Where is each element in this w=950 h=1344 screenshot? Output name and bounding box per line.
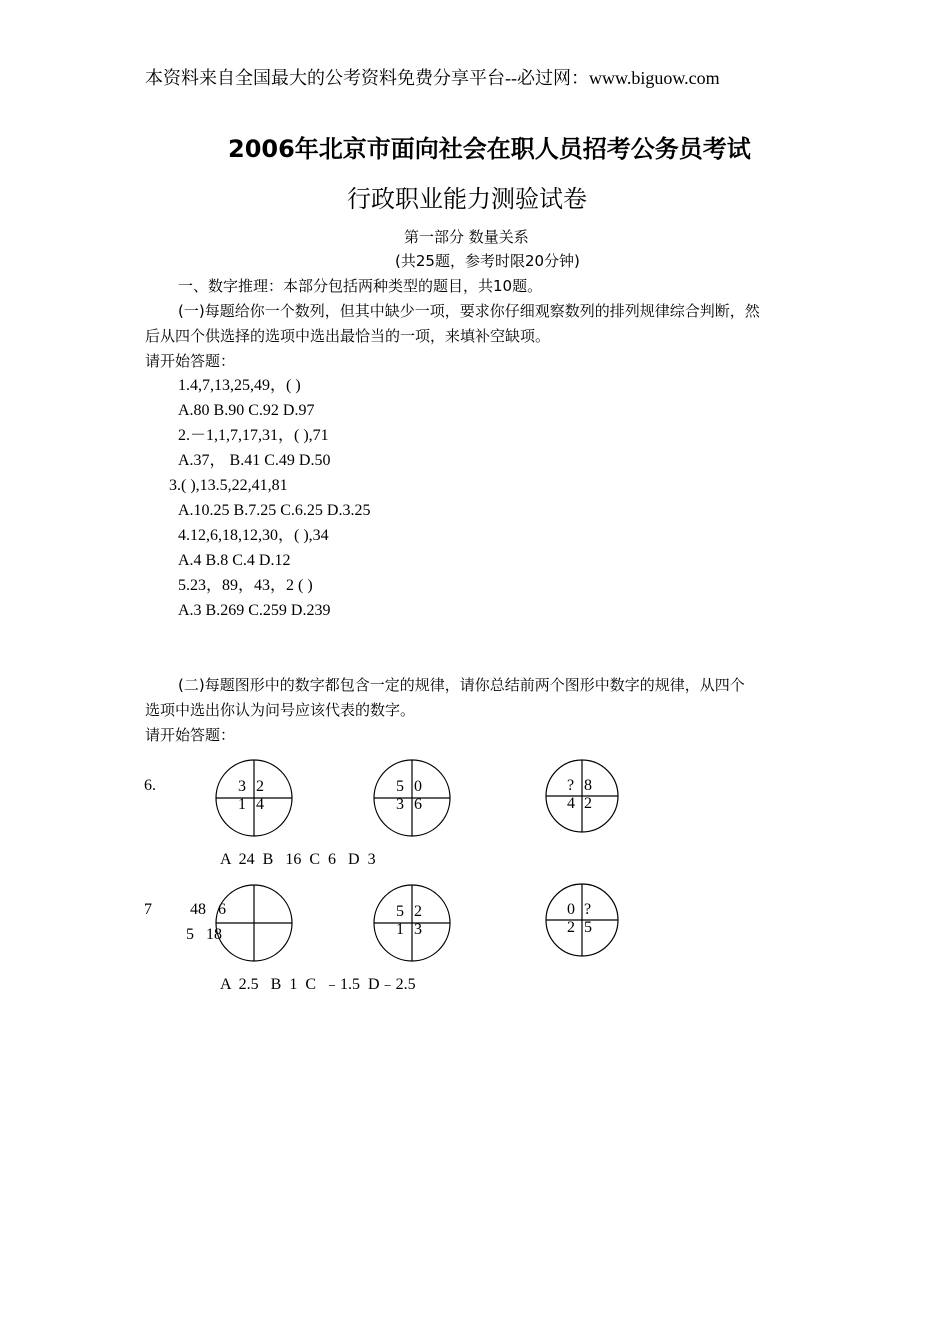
part1-instruction-line2: 后从四个供选择的选项中选出最恰当的一项，来填补空缺项。 [145,327,551,345]
section-note: (共25题，参考时限20分钟) [395,252,580,270]
cell-top-left: 0 [567,901,575,918]
question-3-options: A.10.25 B.7.25 C.6.25 D.3.25 [178,502,371,519]
cell-bottom-right: 2 [584,795,592,812]
cell-bottom-right: 6 [414,796,422,813]
cell-bottom-right: 5 [584,919,592,936]
question-6-options: A 24 B 16 C 6 D 3 [220,851,376,868]
cell-top-left: ? [567,777,575,794]
cell-bottom-right: 4 [256,796,264,813]
question-7-options: A 2.5 B 1 C ﹣1.5 D﹣2.5 [220,976,416,993]
start-label: 请开始答题： [145,352,236,370]
q7-circle-2 [372,883,452,963]
question-5: 5.23，89，43，2 ( ) [178,577,313,594]
section-title: 第一部分 数量关系 [404,228,529,246]
cell-bottom-left: 3 [396,796,404,813]
quadrant-circle-icon [214,758,294,838]
part2-instruction-line2: 选项中选出你认为问号应该代表的数字。 [145,701,416,719]
question-2-options: A.37， B.41 C.49 D.50 [178,452,331,469]
question-6-label: 6. [144,777,156,794]
cell-top-left: 5 [396,903,404,920]
quadrant-circle-icon [545,883,620,958]
question-4: 4.12,6,18,12,30，( ),34 [178,527,329,544]
q7-circle-1 [214,883,294,963]
part2-instruction-line1: (二)每题图形中的数字都包含一定的规律，请你总结前两个图形中数字的规律，从四个 [178,676,745,694]
question-1-options: A.80 B.90 C.92 D.97 [178,402,315,419]
question-5-options: A.3 B.269 C.259 D.239 [178,602,331,619]
q7-outside-bottom: 5 18 [186,926,222,943]
question-2: 2.－1,1,7,17,31，( ),71 [178,427,329,444]
q6-circle-3 [545,759,620,834]
question-4-options: A.4 B.8 C.4 D.12 [178,552,291,569]
quadrant-circle-icon [372,758,452,838]
cell-bottom-left: 1 [238,796,246,813]
cell-top-left: 3 [238,778,246,795]
question-7-label: 7 [144,901,152,918]
cell-top-right: 0 [414,778,422,795]
q6-circle-1 [214,758,294,838]
cell-bottom-left: 4 [567,795,575,812]
source-header: 本资料来自全国最大的公考资料免费分享平台--必过网：www.biguow.com [145,68,720,88]
cell-bottom-left: 1 [396,921,404,938]
question-3: 3.( ),13.5,22,41,81 [169,477,288,494]
q6-circle-2 [372,758,452,838]
exam-subtitle: 行政职业能力测验试卷 [347,185,587,213]
q7-circle-3 [545,883,620,958]
exam-title: 2006年北京市面向社会在职人员招考公务员考试 [228,135,751,163]
cell-top-right: 2 [414,903,422,920]
cell-bottom-right: 3 [414,921,422,938]
cell-top-right: 2 [256,778,264,795]
cell-bottom-left: 2 [567,919,575,936]
part1-instruction-line1: (一)每题给你一个数列，但其中缺少一项，要求你仔细观察数列的排列规律综合判断，然 [178,302,760,320]
question-1: 1.4,7,13,25,49，( ) [178,377,301,394]
quadrant-circle-icon [372,883,452,963]
cell-top-right: 8 [584,777,592,794]
cell-top-left: 5 [396,778,404,795]
q7-outside-top: 48 6 [190,901,226,918]
cell-top-right: ? [584,901,592,918]
quadrant-circle-icon [214,883,294,963]
quadrant-circle-icon [545,759,620,834]
start-label-2: 请开始答题： [145,726,236,744]
part1-intro: 一、数字推理：本部分包括两种类型的题目，共10题。 [178,277,543,295]
